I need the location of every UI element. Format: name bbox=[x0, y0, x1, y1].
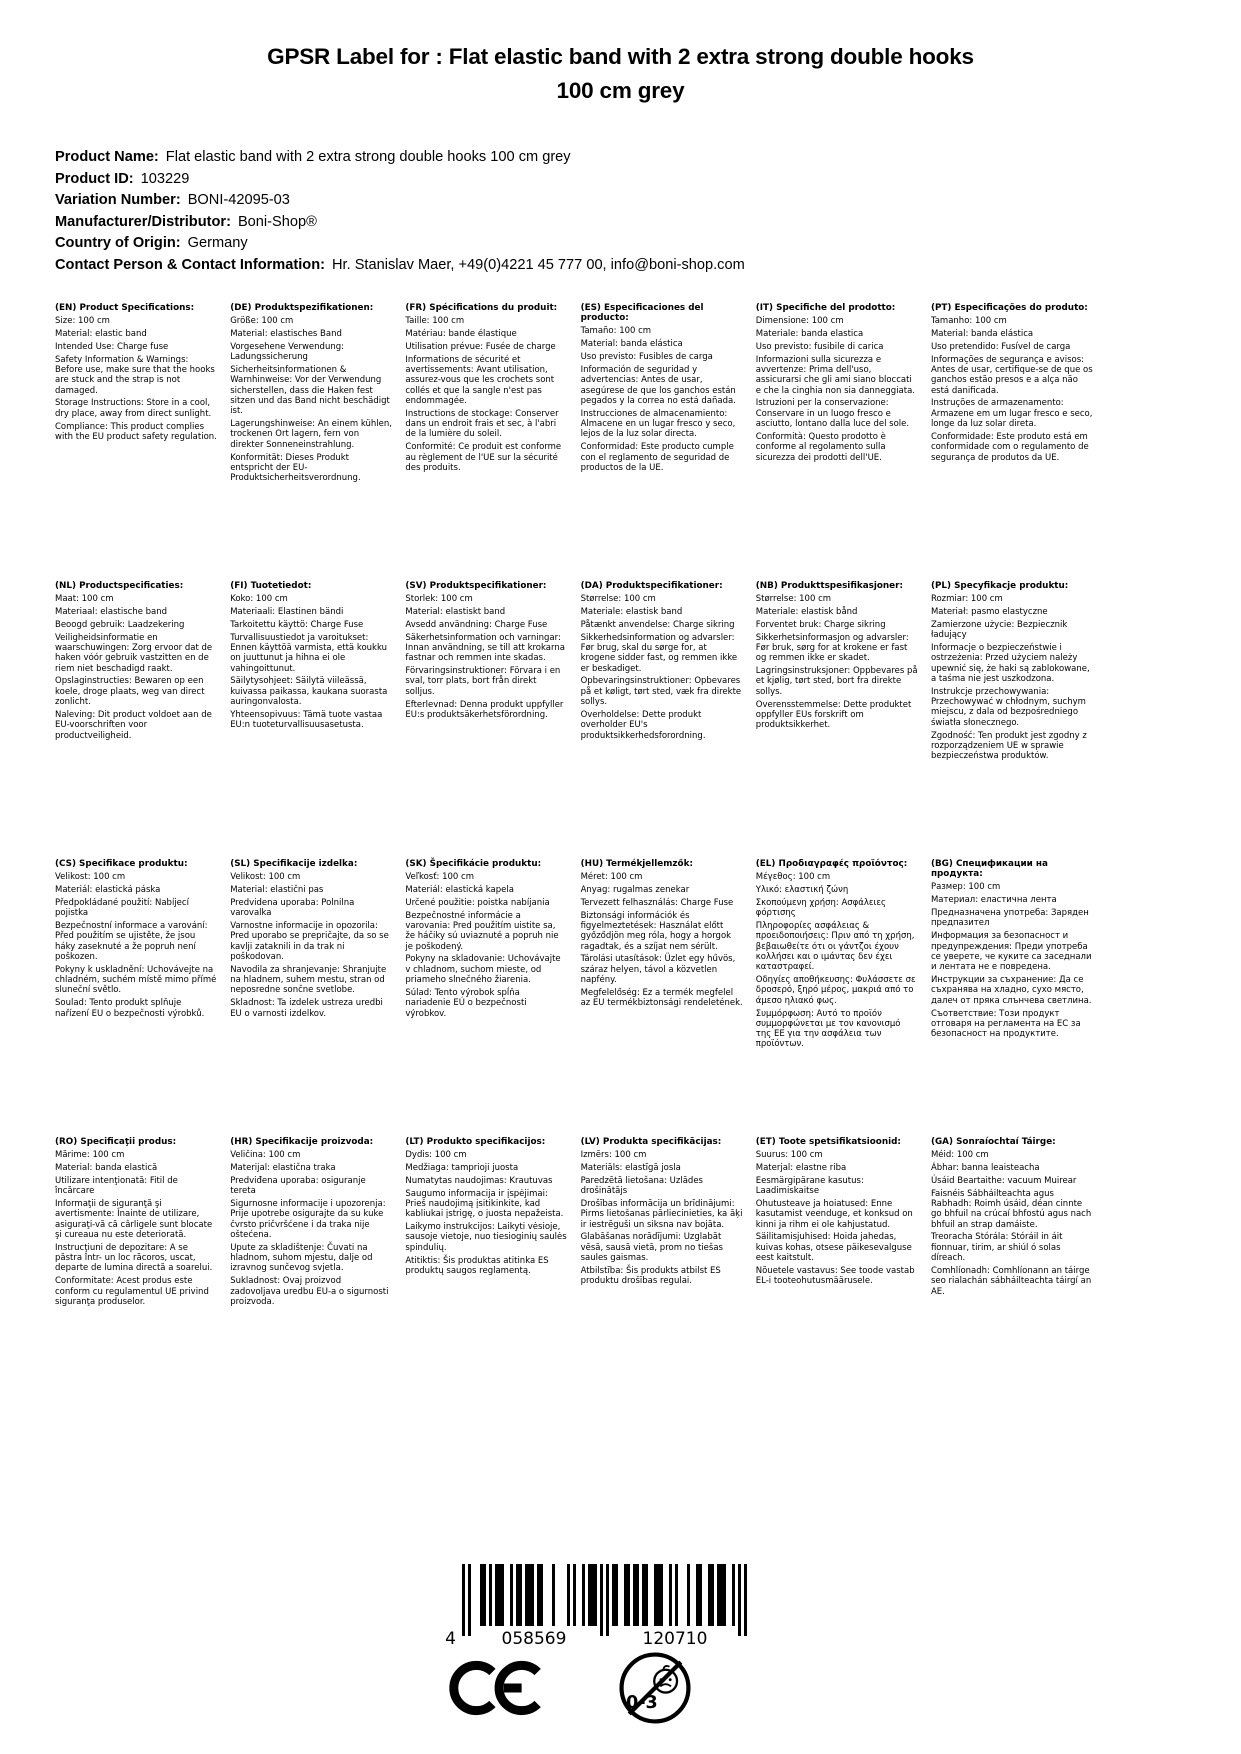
spec-paragraph: Tamanho: 100 cm bbox=[930, 316, 1007, 326]
spec-paragraph: Faisnéis Sábháilteachta agus Rabhadh: Roimh úsáid, déan cinnte go bhfuil na crúcaí bhfostú agus nach bhfuil an strap damáiste. bbox=[930, 1188, 1092, 1230]
product-info-label: Manufacturer/Distributor: bbox=[55, 213, 231, 230]
language-section-header: (GA) Sonraíochtaí Táirge: bbox=[930, 1137, 1056, 1147]
language-section-ro bbox=[55, 1137, 230, 1415]
spec-paragraph: Matériau: bande élastique bbox=[405, 328, 517, 339]
spec-paragraph: Предназначена употреба: Заряден предпазител bbox=[930, 908, 1089, 929]
product-info-row bbox=[55, 233, 1185, 255]
spec-paragraph: Anyag: rugalmas zenekar bbox=[580, 884, 690, 895]
language-section-en bbox=[55, 303, 230, 581]
spec-paragraph: Instrukcje przechowywania: Przechowywać w chłodnym, suchym miejscu, z dala od bezpośredniego światła słonecznego. bbox=[930, 686, 1086, 728]
spec-paragraph: Numatytas naudojimas: Krautuvas bbox=[405, 1175, 553, 1186]
spec-paragraph: Συμμόρφωση: Αυτό το προϊόν συμμορφώνεται με τον κανονισμό της ΕΕ για την ασφάλεια των προϊόντων. bbox=[755, 1008, 901, 1050]
spec-paragraph: Größe: 100 cm bbox=[230, 316, 294, 326]
spec-paragraph: Atbilstība: Šis produkts atbilst ES produktu drošības regulai. bbox=[580, 1265, 721, 1287]
language-section-lt bbox=[405, 1137, 580, 1415]
spec-paragraph: Påtænkt anvendelse: Charge sikring bbox=[580, 619, 735, 630]
language-section-header: (SV) Produktspecifikationer: bbox=[405, 581, 547, 591]
language-section-header: (PT) Especificações do produto: bbox=[930, 303, 1088, 313]
language-section-header: (DE) Produktspezifikationen: bbox=[230, 303, 374, 313]
product-info-value: Hr. Stanislav Maer, +49(0)4221 45 777 00, info@boni-shop.com bbox=[332, 256, 745, 273]
language-section-sv bbox=[405, 581, 580, 859]
spec-paragraph: Material: banda elástica bbox=[580, 339, 683, 350]
language-section-de bbox=[230, 303, 405, 581]
language-section-ga bbox=[931, 1137, 1106, 1415]
spec-paragraph: Instruções de armazenamento: Armazene em um lugar fresco e seco, longe da luz solar direta. bbox=[930, 398, 1093, 430]
product-info-row bbox=[55, 212, 1185, 234]
spec-paragraph: Materiál: elastická kapela bbox=[405, 884, 514, 895]
spec-paragraph: Súlad: Tento výrobok spĺňa nariadenie EÚ o bezpečnosti výrobkov. bbox=[405, 987, 527, 1019]
spec-paragraph: Mărime: 100 cm bbox=[55, 1150, 125, 1160]
spec-paragraph: Информация за безопасност и предупреждения: Преди употреба се уверете, че куките са заседнали и лентата не е повредена. bbox=[930, 931, 1092, 973]
spec-paragraph: Veličina: 100 cm bbox=[230, 1150, 301, 1160]
language-section-nb bbox=[756, 581, 931, 859]
spec-paragraph: Koko: 100 cm bbox=[230, 594, 288, 604]
barcode-digit-group1: 058569 bbox=[501, 1629, 567, 1649]
language-section-header: (ET) Toote spetsifikatsioonid: bbox=[755, 1137, 901, 1147]
spec-paragraph: Material: banda elástica bbox=[930, 328, 1034, 339]
language-section-bg bbox=[931, 859, 1106, 1137]
spec-paragraph: Paredzētā lietošana: Uzlādes drošinātājs bbox=[580, 1175, 703, 1197]
spec-paragraph: Instrucţiuni de depozitare: A se păstra într- un loc răcoros, uscat, departe de lumina directă a soarelui. bbox=[55, 1242, 213, 1274]
spec-paragraph: Intended Use: Charge fuse bbox=[55, 341, 169, 352]
barcode-digit-first: 4 bbox=[445, 1629, 456, 1649]
page-title-line2: 100 cm grey bbox=[556, 78, 685, 103]
spec-paragraph: Uso previsto: fusibile di carica bbox=[755, 341, 884, 352]
spec-paragraph: Materjal: elastne riba bbox=[755, 1162, 847, 1173]
spec-paragraph: Efterlevnad: Denna produkt uppfyller EU:s produktsäkerhetsförordning. bbox=[405, 699, 564, 720]
spec-paragraph: Velikost: 100 cm bbox=[230, 872, 301, 882]
spec-paragraph: Konformität: Dieses Produkt entspricht der EU-Produktsicherheitsverordnung. bbox=[230, 452, 361, 484]
spec-paragraph: Upute za skladištenje: Čuvati na hladnom, suhom mjestu, dalje od izravnog sunčevog svjetla. bbox=[230, 1242, 373, 1274]
language-section-es bbox=[581, 303, 756, 581]
spec-paragraph: Opbevaringsinstruktioner: Opbevares på et køligt, tørt sted, væk fra direkte sollys. bbox=[580, 676, 742, 708]
spec-paragraph: Informations de sécurité et avertissements: Avant utilisation, assurez-vous que les crochets sont collés et que la sangle n'est pas endommagée. bbox=[405, 354, 555, 406]
spec-paragraph: Dimensione: 100 cm bbox=[755, 316, 844, 326]
spec-paragraph: Eesmärgipärane kasutus: Laadimiskaitse bbox=[755, 1175, 864, 1197]
spec-paragraph: Méret: 100 cm bbox=[580, 872, 643, 882]
language-grid bbox=[55, 303, 1106, 1415]
language-section-hr bbox=[230, 1137, 405, 1415]
product-info-row bbox=[55, 190, 1185, 212]
spec-paragraph: Material: elastični pas bbox=[230, 884, 324, 895]
product-info-label: Country of Origin: bbox=[55, 235, 181, 252]
spec-paragraph: Glabāšanas norādījumi: Uzglabāt vēsā, sausā vietā, prom no tiešas saules gaismas. bbox=[580, 1232, 723, 1264]
spec-paragraph: Drošības informācija un brīdinājumi: Pirms lietošanas pārliecinieties, ka āķi ir iestrēguši un siksna nav bojāta. bbox=[580, 1198, 743, 1230]
language-section-header: (FR) Spécifications du produit: bbox=[405, 303, 558, 313]
spec-paragraph: Comhlíonadh: Comhlíonann an táirge seo rialachán sábháilteachta táirgí an AE. bbox=[930, 1265, 1092, 1297]
spec-paragraph: Safety Information & Warnings: Before use, make sure that the hooks are stuck and the strap is not damaged. bbox=[55, 354, 215, 396]
spec-paragraph: Utilisation prévue: Fusée de charge bbox=[405, 341, 556, 352]
spec-paragraph: Instructions de stockage: Conserver dans un endroit frais et sec, à l'abri de la lumière du soleil. bbox=[405, 408, 559, 440]
spec-paragraph: Soulad: Tento produkt splňuje nařízení EU o bezpečnosti výrobků. bbox=[55, 998, 205, 1019]
spec-paragraph: Velikost: 100 cm bbox=[55, 872, 126, 882]
spec-paragraph: Izmērs: 100 cm bbox=[580, 1150, 647, 1160]
spec-paragraph: Rozmiar: 100 cm bbox=[930, 594, 1003, 604]
product-info-value: 103229 bbox=[140, 170, 190, 187]
language-section-header: (DA) Produktspecifikationer: bbox=[580, 581, 723, 591]
spec-paragraph: Säilitamisjuhised: Hoida jahedas, kuivas kohas, otsese päikesevalguse eest kaitstult. bbox=[755, 1232, 912, 1264]
spec-paragraph: Materiale: banda elastica bbox=[755, 328, 864, 339]
spec-paragraph: Pokyny k uskladnění: Uchovávejte na chladném, suchém místě mimo přímé sluneční světlo. bbox=[55, 964, 217, 996]
spec-paragraph: Treoracha Stórála: Stóráil in áit fionnuar, tirim, ar shiúl ó solas díreach. bbox=[930, 1232, 1063, 1264]
language-section-header: (SK) Špecifikácie produktu: bbox=[405, 859, 542, 869]
spec-paragraph: Megfelelőség: Ez a termék megfelel az EU termékbiztonsági rendeletének. bbox=[580, 987, 743, 1009]
spec-paragraph: Υλικό: ελαστική ζώνη bbox=[755, 884, 849, 895]
spec-paragraph: Suurus: 100 cm bbox=[755, 1150, 823, 1160]
spec-paragraph: Utilizare intenţionată: Fitil de încărcare bbox=[55, 1175, 178, 1197]
product-info-label: Product Name: bbox=[55, 149, 159, 165]
language-section-hu bbox=[581, 859, 756, 1137]
language-section-cs bbox=[55, 859, 230, 1137]
spec-paragraph: Bezpečnostní informace a varování: Před použitím se ujistěte, že jsou háky zaseknuté a že popruh není poškozen. bbox=[55, 920, 208, 962]
spec-paragraph: Säilytysohjeet: Säilytä viileässä, kuivassa paikassa, kaukana suorasta auringonvalosta. bbox=[230, 676, 388, 708]
spec-paragraph: Navodila za shranjevanje: Shranjujte na hladnem, suhem mestu, stran od neposredne sončne svetlobe. bbox=[230, 964, 387, 996]
spec-paragraph: Zamierzone użycie: Bezpiecznik ładujący bbox=[930, 619, 1068, 641]
spec-paragraph: Yhteensopivuus: Tämä tuote vastaa EU:n tuoteturvallisuusasetusta. bbox=[230, 709, 383, 731]
spec-paragraph: Atitiktis: Šis produktas atitinka ES produktų saugos reglamentą. bbox=[405, 1255, 549, 1276]
spec-paragraph: Conformité: Ce produit est conforme au règlement de l'UE sur la sécurité des produits. bbox=[405, 442, 562, 473]
spec-paragraph: Istruzioni per la conservazione: Conservare in un luogo fresco e asciutto, lontano dalla luce del sole. bbox=[755, 398, 910, 430]
spec-paragraph: Materiaali: Elastinen bändi bbox=[230, 606, 344, 617]
spec-paragraph: Materiāls: elastīgā josla bbox=[580, 1162, 681, 1173]
language-section-lv bbox=[581, 1137, 756, 1415]
spec-paragraph: Compliance: This product complies with the EU product safety regulation. bbox=[55, 421, 217, 442]
language-section-header: (HR) Specifikacije proizvoda: bbox=[230, 1137, 374, 1147]
spec-paragraph: Úsáid Beartaithe: vacuum Muirear bbox=[930, 1175, 1077, 1186]
spec-paragraph: Informazioni sulla sicurezza e avvertenze: Prima dell'uso, assicurarsi che gli ami siano bloccati e che la cinghia non sia danneggiata. bbox=[755, 354, 916, 396]
spec-paragraph: Varnostne informacije in opozorila: Pred uporabo se prepričajte, da so se kavlji zataknili in da trak ni poškodovan. bbox=[230, 920, 389, 962]
spec-paragraph: Conformità: Questo prodotto è conforme al regolamento sulla sicurezza dei prodotti dell'UE. bbox=[755, 431, 886, 463]
spec-paragraph: Informaţii de siguranţă şi avertismente: Înainte de utilizare, asiguraţi-vă că cârligele sunt blocate şi cureaua nu este deteriorată. bbox=[55, 1198, 213, 1240]
spec-paragraph: Avsedd användning: Charge Fuse bbox=[405, 619, 548, 630]
spec-paragraph: Pokyny na skladovanie: Uchovávajte v chladnom, suchom mieste, od priameho slnečného žiarenia. bbox=[405, 954, 561, 986]
spec-paragraph: Förvaringsinstruktioner: Förvara i en sval, torr plats, bort från direkt solljus. bbox=[405, 666, 561, 697]
spec-paragraph: Материал: еластична лента bbox=[930, 895, 1057, 906]
language-section-header: (SL) Specifikacije izdelka: bbox=[230, 859, 358, 869]
age-warning-0-3-icon bbox=[617, 1650, 693, 1726]
spec-paragraph: Ábhar: banna leaisteacha bbox=[930, 1162, 1040, 1173]
spec-paragraph: Storlek: 100 cm bbox=[405, 594, 473, 604]
spec-paragraph: Tarkoitettu käyttö: Charge Fuse bbox=[230, 619, 364, 630]
spec-paragraph: Veiligheidsinformatie en waarschuwingen: Zorg ervoor dat de haken vóór gebruik vastzitten en de riem niet beschadigd raakt. bbox=[55, 632, 213, 674]
language-section-pl bbox=[931, 581, 1106, 859]
spec-paragraph: Μέγεθος: 100 cm bbox=[755, 872, 831, 882]
language-section-pt bbox=[931, 303, 1106, 581]
spec-paragraph: Πληροφορίες ασφάλειας & προειδοποιήσεις: Πριν από τη χρήση, βεβαιωθείτε ότι οι γάντζοι έχουν κολλήσει και ο ιμάντας δεν έχει καταστραφεί. bbox=[755, 920, 915, 973]
spec-paragraph: Forventet bruk: Charge sikring bbox=[755, 619, 886, 630]
spec-paragraph: Nõuetele vastavus: See toode vastab EL-i tooteohutusmäärusele. bbox=[755, 1265, 915, 1287]
page-title bbox=[0, 40, 1241, 108]
spec-paragraph: Naleving: Dit product voldoet aan de EU-voorschriften voor productveiligheid. bbox=[55, 709, 212, 741]
ean-barcode bbox=[462, 1564, 747, 1636]
spec-paragraph: Material: elastisches Band bbox=[230, 328, 342, 339]
language-section-sk bbox=[405, 859, 580, 1137]
spec-paragraph: Størrelse: 100 cm bbox=[755, 594, 832, 604]
spec-paragraph: Informacje o bezpieczeństwie i ostrzeżenia: Przed użyciem należy upewnić się, że haki są zablokowane, a taśma nie jest uszkodzona. bbox=[930, 642, 1090, 684]
spec-paragraph: Maat: 100 cm bbox=[55, 594, 114, 604]
language-section-et bbox=[756, 1137, 931, 1415]
language-section-sl bbox=[230, 859, 405, 1137]
language-section-header: (PL) Specyfikacje produktu: bbox=[930, 581, 1069, 591]
spec-paragraph: Tervezett felhasználás: Charge Fuse bbox=[580, 897, 734, 908]
spec-paragraph: Určené použitie: poistka nabíjania bbox=[405, 897, 550, 908]
product-info-row bbox=[55, 147, 1185, 169]
baby-face-icon bbox=[654, 1670, 677, 1693]
spec-paragraph: Material: elastiskt band bbox=[405, 606, 506, 617]
spec-paragraph: Overholdelse: Dette produkt overholder EU's produktsikkerhedsforordning. bbox=[580, 709, 706, 741]
spec-paragraph: Veľkosť: 100 cm bbox=[405, 872, 474, 882]
spec-paragraph: Laikymo instrukcijos: Laikyti vėsioje, sausoje vietoje, nuo tiesioginių saulės spindulių. bbox=[405, 1222, 567, 1253]
language-section-header: (EN) Product Specifications: bbox=[55, 303, 195, 313]
spec-paragraph: Materiaal: elastische band bbox=[55, 606, 168, 617]
spec-paragraph: Material: banda elastică bbox=[55, 1162, 158, 1173]
language-section-header: (EL) Προδιαγραφές προϊόντος: bbox=[755, 859, 908, 869]
spec-paragraph: Zgodność: Ten produkt jest zgodny z rozporządzeniem UE w sprawie bezpieczeństwa produktów. bbox=[930, 730, 1087, 762]
language-section-header: (BG) Спецификации на продукта: bbox=[930, 859, 1048, 880]
spec-paragraph: Size: 100 cm bbox=[55, 316, 110, 326]
spec-paragraph: Sigurnosne informacije i upozorenja: Prije upotrebe osigurajte da su kuke čvrsto pričvršćene i da traka nije oštećena. bbox=[230, 1198, 386, 1240]
spec-paragraph: Instrucciones de almacenamiento: Almacene en un lugar fresco y seco, lejos de la luz solar directa. bbox=[580, 408, 736, 440]
language-section-fr bbox=[405, 303, 580, 581]
spec-paragraph: Taille: 100 cm bbox=[405, 316, 465, 326]
spec-paragraph: Размер: 100 cm bbox=[930, 882, 1001, 893]
spec-paragraph: Materiale: elastisk band bbox=[580, 606, 683, 617]
language-section-header: (RO) Specificaţii produs: bbox=[55, 1137, 177, 1147]
spec-paragraph: Sikkerhetsinformasjon og advarsler: Før bruk, sørg for at krokene er fast og remmen ikke er skadet. bbox=[755, 632, 909, 664]
ce-mark-icon bbox=[449, 1660, 549, 1716]
spec-paragraph: Sukladnost: Ovaj proizvod zadovoljava uredbu EU-a o sigurnosti proizvoda. bbox=[230, 1276, 389, 1307]
spec-paragraph: Opslaginstructies: Bewaren op een koele, droge plaats, weg van direct zonlicht. bbox=[55, 676, 205, 708]
spec-paragraph: Lagringsinstruksjoner: Oppbevares på et kjølig, tørt sted, bort fra direkte sollys. bbox=[755, 666, 918, 697]
language-section-header: (FI) Tuotetiedot: bbox=[230, 581, 312, 591]
product-info-value: Flat elastic band with 2 extra strong double hooks 100 cm grey bbox=[165, 149, 571, 165]
spec-paragraph: Οδηγίες αποθήκευσης: Φυλάσσετε σε δροσερό, ξηρό μέρος, μακριά από το άμεσο ηλιακό φως. bbox=[755, 975, 916, 1006]
spec-paragraph: Información de seguridad y advertencias: Antes de usar, asegúrese de que los ganchos están pegados y la correa no está dañada. bbox=[580, 365, 736, 406]
product-info-block bbox=[55, 147, 1185, 277]
spec-paragraph: Størrelse: 100 cm bbox=[580, 594, 656, 604]
spec-paragraph: Conformitate: Acest produs este conform cu regulamentul UE privind siguranţa produselor. bbox=[55, 1276, 209, 1307]
spec-paragraph: Инструкции за съхранение: Да се съхранява на хладно, сухо място, далеч от пряка слънчева светлина. bbox=[930, 975, 1092, 1006]
spec-paragraph: Informações de segurança e avisos: Antes de usar, certifique-se de que os ganchos estão presos e a alça não está danificada. bbox=[930, 354, 1093, 396]
product-info-value: Germany bbox=[187, 235, 248, 252]
language-section-header: (HU) Termékjellemzők: bbox=[580, 859, 693, 869]
spec-paragraph: Saugumo informacija ir įspėjimai: Prieš naudojimą įsitikinkite, kad kabliukai įstrigę, o juosta nepažeista. bbox=[405, 1188, 564, 1220]
product-info-row bbox=[55, 169, 1185, 191]
spec-paragraph: Съответствие: Този продукт отговаря на регламента на ЕС за безопасност на продуктите. bbox=[930, 1008, 1081, 1040]
product-info-label: Contact Person & Contact Information: bbox=[55, 256, 325, 273]
product-info-label: Product ID: bbox=[55, 170, 134, 187]
spec-paragraph: Turvallisuustiedot ja varoitukset: Ennen käyttöä varmista, että koukku on juuttunut ja hihna ei ole vahingoittunut. bbox=[230, 632, 388, 674]
spec-paragraph: Tárolási utasítások: Üzlet egy hűvös, száraz helyen, távol a közvetlen napfény. bbox=[580, 954, 736, 986]
spec-paragraph: Material: elastic band bbox=[55, 328, 147, 339]
language-section-nl bbox=[55, 581, 230, 859]
language-section-el bbox=[756, 859, 931, 1137]
spec-paragraph: Conformidad: Este producto cumple con el reglamento de seguridad de productos de la UE. bbox=[580, 442, 734, 473]
language-section-header: (LV) Produkta specifikācijas: bbox=[580, 1137, 722, 1147]
language-section-header: (IT) Specifiche del prodotto: bbox=[755, 303, 896, 313]
spec-paragraph: Materiał: pasmo elastyczne bbox=[930, 606, 1048, 617]
page-title-line1: GPSR Label for : Flat elastic band with 2 extra strong double hooks bbox=[267, 44, 974, 69]
language-section-it bbox=[756, 303, 931, 581]
spec-paragraph: Uso pretendido: Fusível de carga bbox=[930, 341, 1071, 352]
spec-paragraph: Materiál: elastická páska bbox=[55, 884, 161, 895]
language-section-da bbox=[581, 581, 756, 859]
language-section-header: (ES) Especificaciones del producto: bbox=[580, 303, 704, 324]
spec-paragraph: Méid: 100 cm bbox=[930, 1150, 989, 1160]
spec-paragraph: Predvidena uporaba: Polnilna varovalka bbox=[230, 897, 355, 919]
language-section-header: (NB) Produkttspesifikasjoner: bbox=[755, 581, 904, 591]
product-info-label: Variation Number: bbox=[55, 192, 181, 209]
language-section-header: (CS) Specifikace produktu: bbox=[55, 859, 188, 869]
spec-paragraph: Skladnost: Ta izdelek ustreza uredbi EU o varnosti izdelkov. bbox=[230, 998, 383, 1019]
product-info-value: Boni-Shop® bbox=[237, 213, 317, 230]
spec-paragraph: Conformidade: Este produto está em conformidade com o regulamento de segurança de produtos da UE. bbox=[930, 431, 1089, 463]
spec-paragraph: Medžiaga: tamprioji juosta bbox=[405, 1162, 519, 1173]
spec-paragraph: Lagerungshinweise: An einem kühlen, trockenen Ort lagern, fern von direkter Sonneneinstrahlung. bbox=[230, 419, 392, 450]
spec-paragraph: Σκοπούμενη χρήση: Ασφάλειες φόρτισης bbox=[755, 897, 886, 919]
spec-paragraph: Uso previsto: Fusibles de carga bbox=[580, 352, 713, 363]
product-info-value: BONI-42095-03 bbox=[187, 192, 290, 209]
product-info-row bbox=[55, 255, 1185, 277]
spec-paragraph: Předpokládané použití: Nabíjecí pojistka bbox=[55, 897, 189, 919]
age-warning-label: 0-3 bbox=[626, 1692, 658, 1713]
spec-paragraph: Dydis: 100 cm bbox=[405, 1150, 467, 1160]
spec-paragraph: Overensstemmelse: Dette produktet oppfyller EUs forskrift om produktsikkerhet. bbox=[755, 699, 912, 731]
spec-paragraph: Beoogd gebruik: Laadzekering bbox=[55, 619, 185, 630]
spec-paragraph: Materijal: elastična traka bbox=[230, 1162, 336, 1173]
spec-paragraph: Bezpečnostné informácie a varovania: Pred použitím uistite sa, že háčiky sú uviaznuté a popruh nie je poškodený. bbox=[405, 910, 559, 952]
spec-paragraph: Predviđena uporaba: osiguranje tereta bbox=[230, 1175, 366, 1197]
language-section-fi bbox=[230, 581, 405, 859]
language-section-header: (NL) Productspecificaties: bbox=[55, 581, 184, 591]
spec-paragraph: Sicherheitsinformationen & Warnhinweise: Vor der Verwendung sicherstellen, dass die Haken fest sitzen und das Band nicht beschädigt ist. bbox=[230, 364, 390, 417]
spec-paragraph: Ohutusteave ja hoiatused: Enne kasutamist veenduge, et konksud on kinni ja rihm ei ole kahjustatud. bbox=[755, 1198, 913, 1230]
spec-paragraph: Storage Instructions: Store in a cool, dry place, away from direct sunlight. bbox=[55, 398, 212, 419]
spec-paragraph: Tamaño: 100 cm bbox=[580, 326, 652, 337]
spec-paragraph: Säkerhetsinformation och varningar: Innan användning, se till att krokarna fastnar och remmen inte skadas. bbox=[405, 632, 565, 664]
spec-paragraph: Materiale: elastisk bånd bbox=[755, 606, 858, 617]
spec-paragraph: Vorgesehene Verwendung: Ladungssicherung bbox=[230, 341, 344, 363]
spec-paragraph: Biztonsági információk és figyelmeztetések: Használat előtt győződjön meg róla, hogy a horgok ragadtak, és a szíjat nem sérült. bbox=[580, 910, 732, 952]
spec-paragraph: Sikkerhedsinformation og advarsler: Før brug, skal du sørge for, at krogene sidder fast, og remmen ikke er beskadiget. bbox=[580, 632, 738, 674]
language-section-header: (LT) Produkto specifikacijos: bbox=[405, 1137, 546, 1147]
barcode-digit-group2: 120710 bbox=[642, 1629, 708, 1649]
